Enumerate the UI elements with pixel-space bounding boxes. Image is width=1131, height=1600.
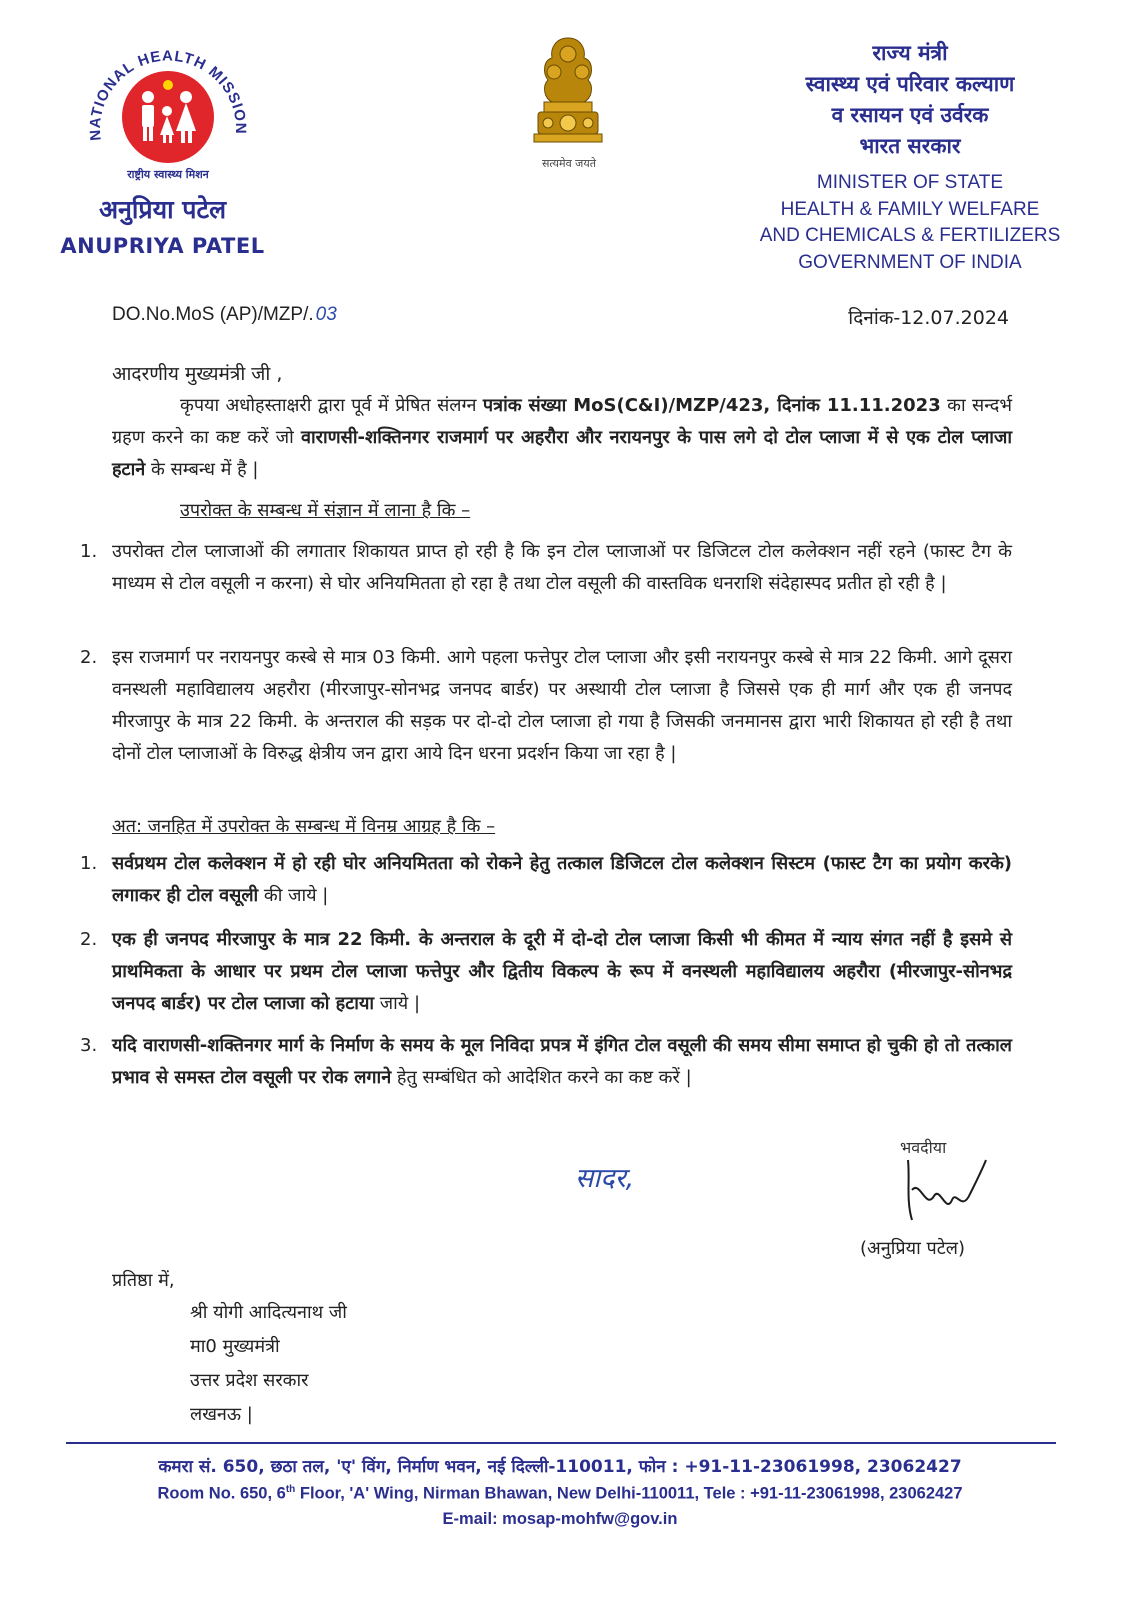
- intro-text: के सम्बन्ध में है |: [145, 459, 259, 480]
- footer-address-hindi: कमरा सं. 650, छठा तल, 'ए' विंग, निर्माण भवन, नई दिल्ली-110011, फोन : +91-11-23061998, 23062427: [158, 1457, 962, 1477]
- footer-english-part: Floor, 'A' Wing, Nirman Bhawan, New Delhi-110011, Tele : +91-11-23061998, 23062427: [295, 1484, 963, 1503]
- designation-hindi-line: राज्य मंत्री: [872, 41, 948, 65]
- minister-name-english: ANUPRIYA PATEL: [60, 234, 265, 258]
- section-heading-request: अत: जनहित में उपरोक्त के सम्बन्ध में विनम्र आग्रह है कि –: [112, 816, 496, 837]
- list-item-tail: की जाये |: [258, 885, 329, 906]
- designation-hindi-line: व रसायन एवं उर्वरक: [831, 103, 989, 127]
- designation-hindi-line: भारत सरकार: [859, 134, 961, 158]
- recipient-city: लखनऊ |: [190, 1404, 253, 1425]
- footer-english-part: Room No. 650, 6: [157, 1484, 286, 1503]
- list-item-text: [112, 1030, 1012, 1094]
- intro-bold-subject: वाराणसी-शक्तिनगर राजमार्ग पर अहरौरा और नरायनपुर के पास लगे दो टोल प्लाजा में से एक टोल प्लाजा हटाने: [112, 427, 1012, 480]
- list-item-number: 2.: [80, 929, 98, 950]
- salutation: आदरणीय मुख्यमंत्री जी ,: [112, 363, 283, 385]
- list-item: [70, 642, 1012, 770]
- do-number-prefix: DO.No.MoS (AP)/MZP/.: [112, 304, 314, 325]
- designation-english-line: MINISTER OF STATE: [816, 172, 1004, 193]
- national-health-mission-logo: [82, 45, 252, 185]
- list-item-bold: सर्वप्रथम टोल कलेक्शन में हो रही घोर अनियमितता को रोकने हेतु तत्काल डिजिटल टोल कलेक्शन सिस्टम (फास्ट टैग का प्रयोग करके) लगाकर ही टोल वसूली: [112, 853, 1012, 906]
- recipient-government: उत्तर प्रदेश सरकार: [190, 1370, 309, 1391]
- intro-text: कृपया अधोहस्ताक्षरी द्वारा पूर्व में प्रेषित संलग्न: [180, 395, 483, 416]
- list-item-tail: हेतु सम्बंधित को आदेशित करने का कष्ट करें |: [391, 1067, 692, 1088]
- list-item-text: इस राजमार्ग पर नरायनपुर कस्बे से मात्र 03 किमी. आगे पहला फत्तेपुर टोल प्लाजा और इसी नरायनपुर कस्बे से मात्र 22 किमी. आगे दूसरा वनस्थली महाविद्यालय अहरौरा (मीरजापुर-सोनभद्र जनपद बार्डर) पर अस्थायी टोल प्लाजा है जिससे एक ही मार्ग और एक ही जनपद मीरजापुर के मात्र 22 किमी. के अन्तराल की सड़क पर दो-दो टोल प्लाजा हो गया है जिसकी जनमानस द्वारा भारी शिकायत हो रही है तथा दोनों टोल प्लाजाओं के विरुद्ध क्षेत्रीय जन द्वारा आये दिन धरना प्रदर्शन किया जा रहा है |: [112, 647, 1012, 764]
- do-number: [112, 304, 337, 326]
- intro-paragraph: [112, 390, 1012, 486]
- handwritten-regards: सादर,: [575, 1163, 635, 1194]
- do-number-handwritten: 03: [315, 304, 337, 325]
- list-item-number: 3.: [80, 1035, 98, 1056]
- designation-english-line: AND CHEMICALS & FERTILIZERS: [759, 225, 1061, 246]
- designation-hindi-line: स्वास्थ्य एवं परिवार कल्याण: [805, 72, 1015, 96]
- emblem-motto: सत्यमेव जयते: [541, 157, 596, 170]
- list-item-number: 1.: [80, 853, 98, 874]
- list-item: [70, 848, 1012, 912]
- designation-english: [730, 170, 1090, 276]
- list-item-text: [112, 848, 1012, 912]
- footer-divider: [66, 1442, 1056, 1444]
- intro-text: का सन्दर्भ ग्रहण करने का कष्ट करें जो: [112, 395, 1012, 448]
- list-item-number: 1.: [80, 541, 98, 562]
- list-item-bold: एक ही जनपद मीरजापुर के मात्र 22 किमी. के अन्तराल के दूरी में दो-दो टोल प्लाजा किसी भी कीमत में न्याय संगत नहीं है इसमे से प्राथमिकता के आधार पर प्रथम टोल प्लाजा फत्तेपुर और द्वितीय विकल्प के रूप में वनस्थली महाविद्यालय अहरौरा (मीरजापुर-सोनभद्र जनपद बार्डर) पर टोल प्लाजा को हटाया: [112, 929, 1012, 1014]
- section-heading-context: उपरोक्त के सम्बन्ध में संज्ञान में लाना है कि –: [180, 500, 471, 521]
- list-item: [70, 1030, 1012, 1094]
- list-item: [70, 536, 1012, 600]
- footer-address-english: [60, 1484, 1060, 1504]
- list-item: [70, 924, 1012, 1020]
- recipient-label: प्रतिष्ठा में,: [112, 1270, 175, 1291]
- recipient-designation: मा0 मुख्यमंत्री: [190, 1336, 280, 1357]
- list-item-text: [112, 924, 1012, 1020]
- designation-hindi: [730, 38, 1090, 162]
- intro-bold-reference: पत्रांक संख्या MoS(C&I)/MZP/423, दिनांक 11.11.2023: [482, 395, 941, 416]
- footer-english-sup: th: [285, 1484, 296, 1495]
- logo-ring-text: NATIONAL HEALTH MISSION: [86, 47, 250, 142]
- recipient-name: श्री योगी आदित्यनाथ जी: [190, 1302, 347, 1323]
- list-item-text: उपरोक्त टोल प्लाजाओं की लगातार शिकायत प्राप्त हो रही है कि इन टोल प्लाजाओं पर डिजिटल टोल कलेक्शन नहीं रहने (फास्ट टैग के माध्यम से टोल वसूली न करना) से घोर अनियमितता हो रहा है तथा टोल वसूली की वास्तविक धनराशि संदेहास्पद प्रतीत हो रही है |: [112, 541, 1012, 594]
- list-item-tail: जाये |: [374, 993, 421, 1014]
- national-emblem-icon: [522, 32, 614, 150]
- closing-bhavdiya: भवदीया: [900, 1138, 947, 1157]
- logo-hindi-caption: राष्ट्रीय स्वास्थ्य मिशन: [127, 168, 209, 181]
- signatory-name: (अनुप्रिया पटेल): [860, 1238, 966, 1259]
- minister-name-hindi: अनुप्रिया पटेल: [98, 195, 227, 224]
- letter-date: दिनांक-12.07.2024: [848, 307, 1009, 329]
- footer-email[interactable]: E-mail: mosap-mohfw@gov.in: [442, 1510, 678, 1528]
- list-item-number: 2.: [80, 647, 98, 668]
- designation-english-line: GOVERNMENT OF INDIA: [798, 251, 1022, 273]
- list-item-bold: यदि वाराणसी-शक्तिनगर मार्ग के निर्माण के समय के मूल निविदा प्रपत्र में इंगित टोल वसूली की समय सीमा समाप्त हो चुकी हो तो तत्काल प्रभाव से समस्त टोल वसूली पर रोक लगाने: [112, 1035, 1012, 1088]
- designation-english-line: HEALTH & FAMILY WELFARE: [780, 198, 1040, 220]
